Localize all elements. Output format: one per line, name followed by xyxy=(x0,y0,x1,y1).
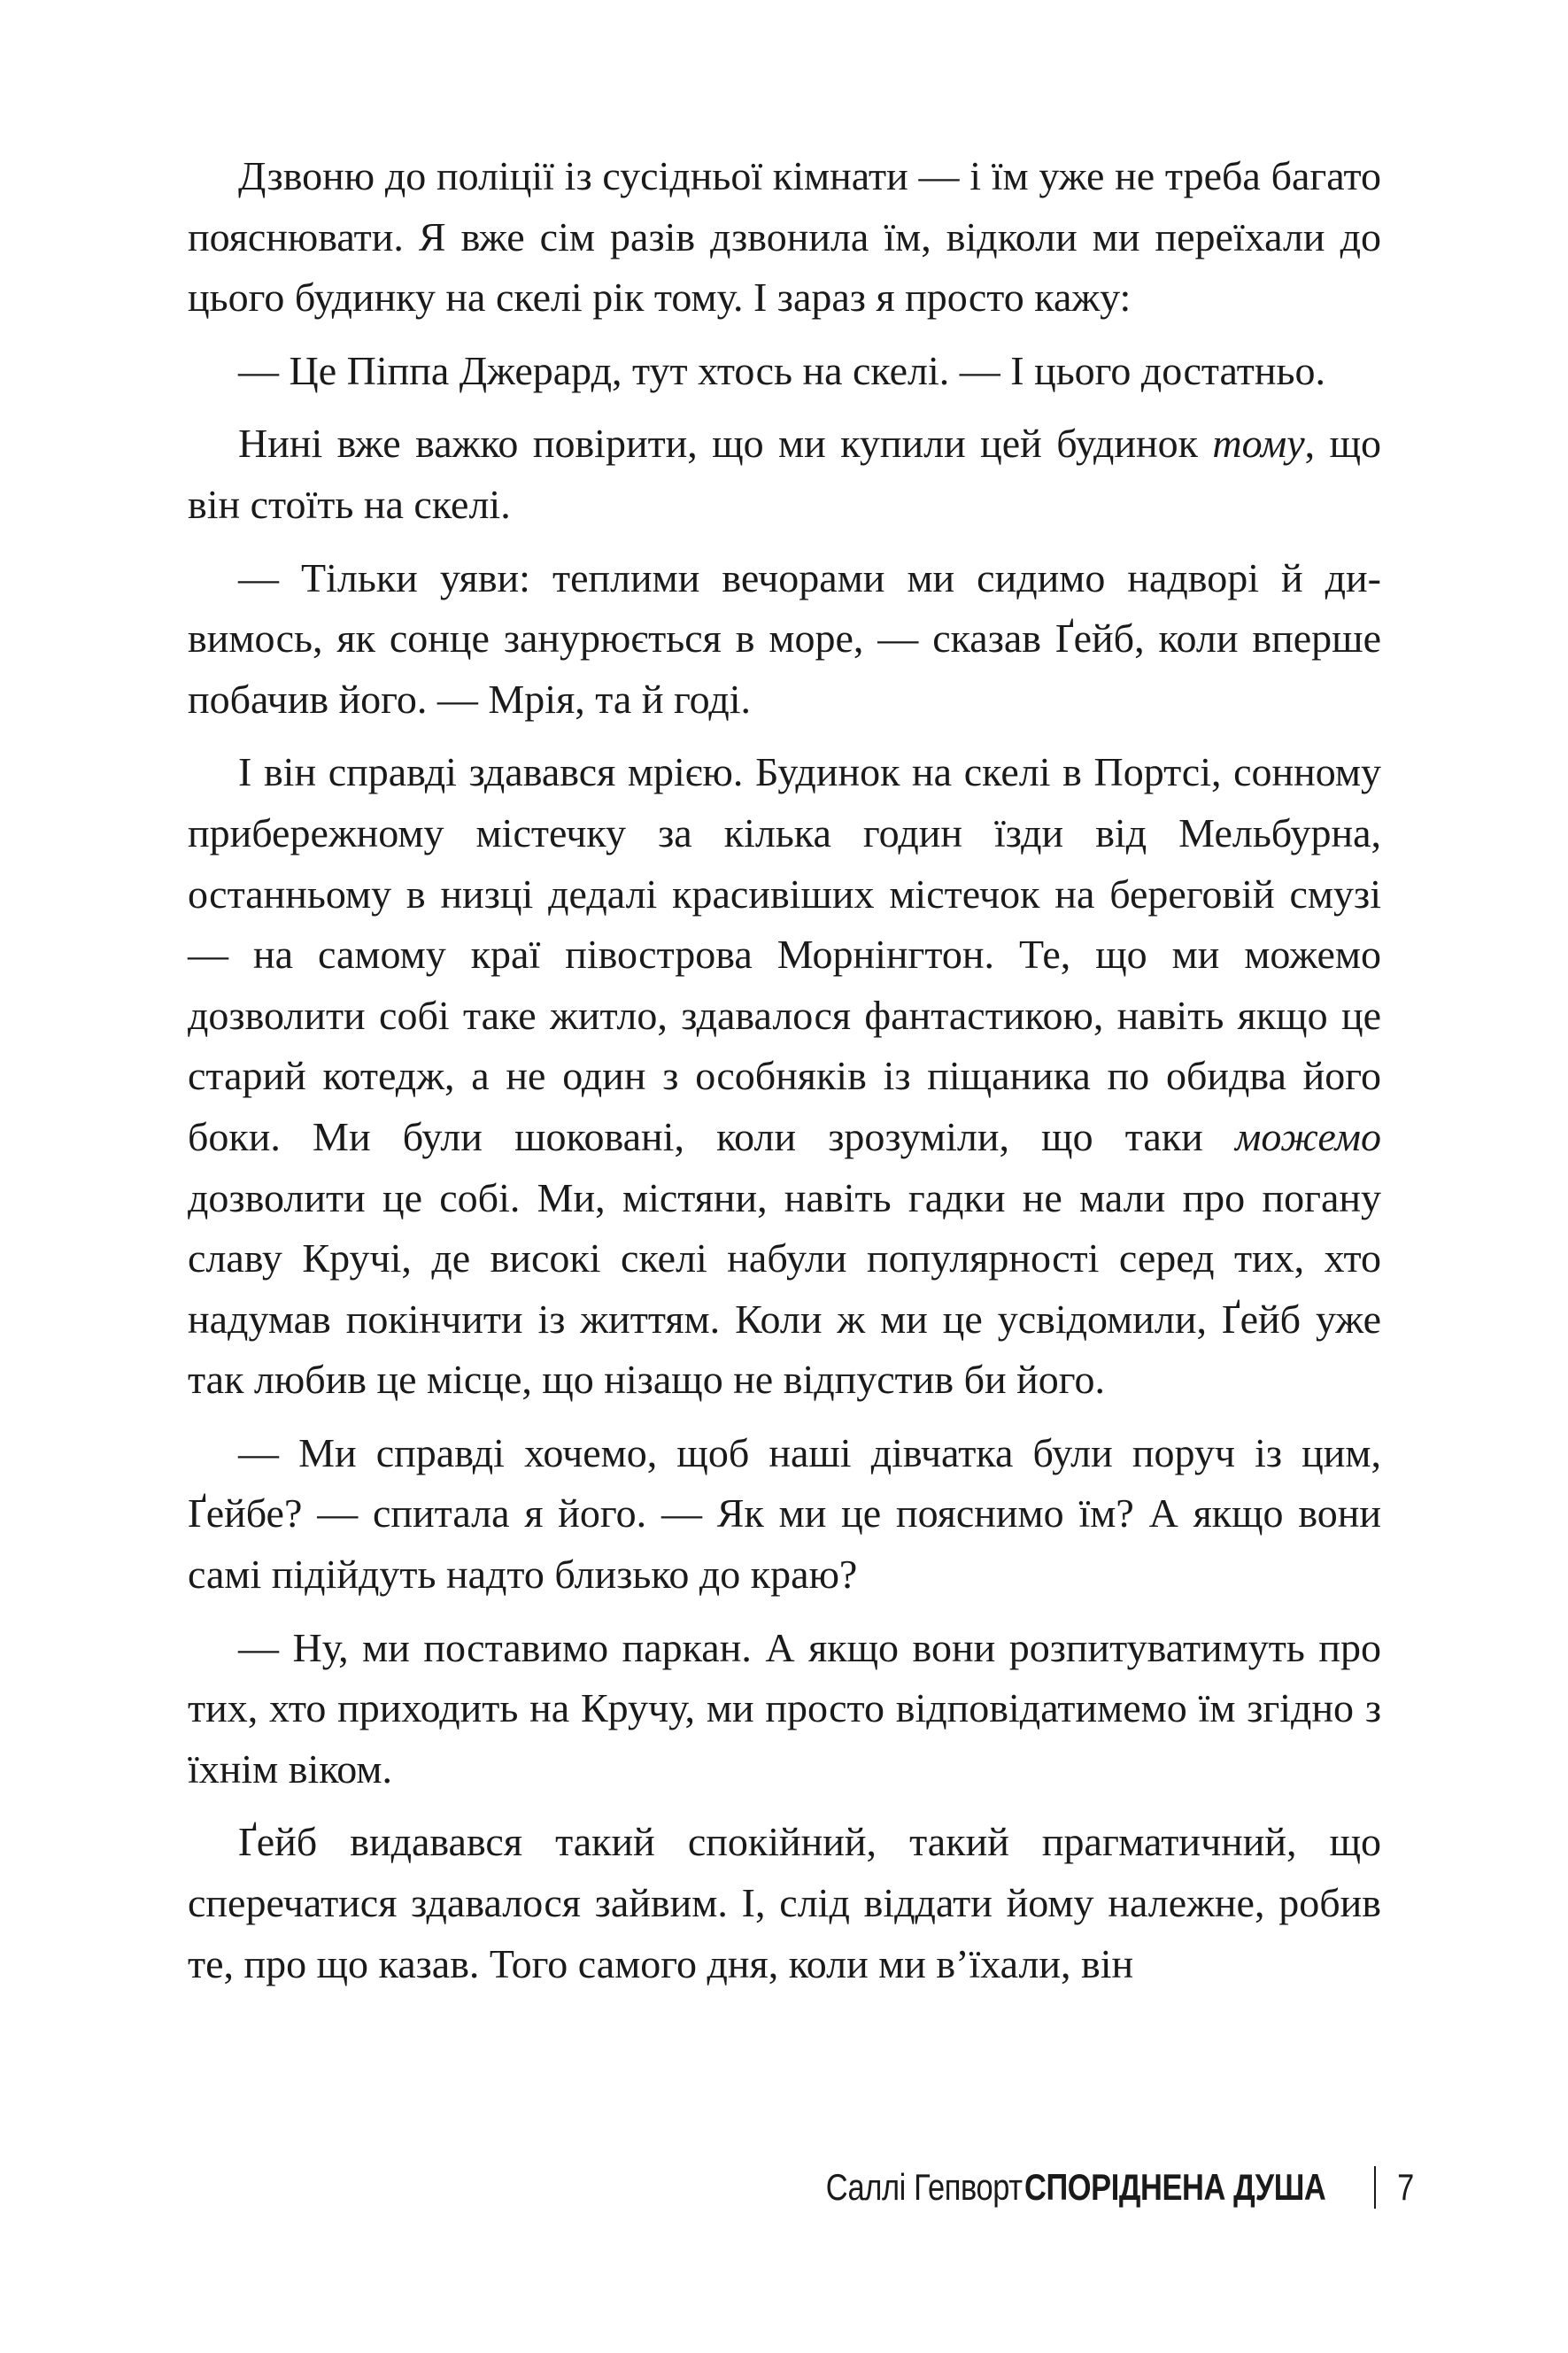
body-paragraph xyxy=(188,1423,1381,1606)
paragraph-text: — Це Піппа Джерард, тут хтось на скелі. — І цього достатньо. xyxy=(238,347,1325,393)
paragraph-text: Дзвоню до поліції із сусідньої кімнати — і їм уже не треба багато пояснювати. Я вже сім разів дзвонила їм, відколи ми переїхали до цього будинку на скелі рік тому. І зараз я просто кажу: xyxy=(188,153,1381,321)
body-paragraph xyxy=(188,548,1381,731)
paragraph-text: — Ну, ми поставимо паркан. А якщо вони розпитуватимуть про тих, хто приходить на Кручу, ми просто відповідатимемо їм згідно з їхнім віком. xyxy=(188,1624,1381,1792)
paragraph-text: — Тільки уяви: теплими вечорами ми сидимо надворі й дивимось, як сонце занурюється в море, — сказав Ґейб, коли вперше побачив його. — Мрія, та й годі. xyxy=(188,554,1381,722)
paragraph-text: дозволити це собі. Ми, містяни, навіть гадки не мали про погану славу Кручі, де високі скелі набули популярності серед тих, хто надумав покінчити із життям. Коли ж ми це усвідомили, Ґейб уже так любив це місце, що нізащо не відпустив би його. xyxy=(188,1174,1381,1403)
emphasized-text: можемо xyxy=(1234,1113,1381,1159)
page-footer xyxy=(783,2161,1416,2214)
paragraph-text: І він справді здавався мрією. Будинок на скелі в Портсі, сонному прибережному містечку за кілька годин їзди від Мельбурна, останньому в низці дедалі красивіших містечок на береговій смузі — на самому краї півострова Морнінгтон. Те, що ми можемо дозволити собі таке житло, здавалося фантастикою, навіть якщо це старий котедж, а не один з особняків із піщаника по обидва його боки. Ми були шоковані, коли зрозуміли, що таки xyxy=(188,749,1381,1159)
body-paragraph xyxy=(188,341,1381,402)
paragraph-text: — Ми справді хочемо, щоб наші дівчатка були поруч із цим, Ґейбе? — спитала я його. — Як ми це пояснимо їм? А якщо вони самі підійдуть надто близько до краю? xyxy=(188,1429,1381,1598)
page-body xyxy=(188,146,1381,2007)
footer-separator xyxy=(1374,2166,1376,2209)
page-number: 7 xyxy=(1396,2166,1414,2208)
footer-book-title: СПОРІДНЕНА ДУША xyxy=(1023,2166,1325,2208)
body-paragraph xyxy=(188,146,1381,329)
paragraph-text: Нині вже важко повірити, що ми купили цей будинок xyxy=(238,421,1213,467)
emphasized-text: тому xyxy=(1212,421,1305,467)
paragraph-text: Ґейб видавався такий спокійний, такий прагматичний, що сперечатися здавалося зайвим. І, слід віддати йому належне, робив те, про що казав. Того самого дня, коли ми в’їхали, він xyxy=(188,1819,1381,1986)
body-paragraph xyxy=(188,1618,1381,1800)
body-paragraph xyxy=(188,414,1381,535)
paragraph-text: , що він стоїть на скелі. xyxy=(188,421,1382,527)
body-paragraph xyxy=(188,742,1381,1411)
footer-author: Саллі Гепворт xyxy=(825,2166,1023,2208)
body-paragraph xyxy=(188,1812,1381,1994)
